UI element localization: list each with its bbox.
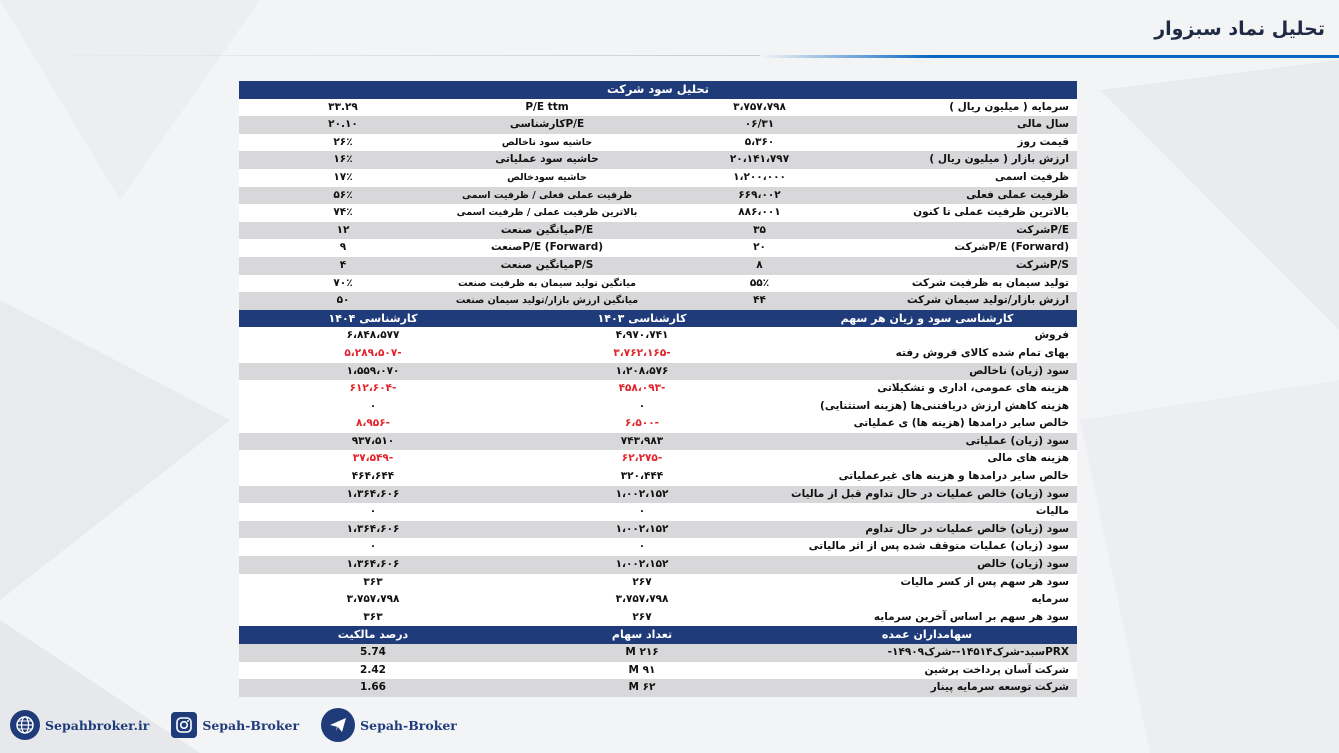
analysis-row: ارزش بازار/تولید سیمان شرکت ۴۴ میانگین ارزش بازار/تولید سیمان صنعت ۵۰ (239, 292, 1077, 310)
pnl-row: سود (زیان) خالص عملیات در حال تداوم قبل از مالیات ۱،۰۰۲،۱۵۲ ۱،۳۶۴،۶۰۶ (239, 486, 1077, 504)
pnl-row: سود (زیان) ناخالص ۱،۲۰۸،۵۷۶ ۱،۵۵۹،۰۷۰ (239, 363, 1077, 381)
instagram-link[interactable] (171, 712, 299, 738)
analysis-row: تولید سیمان به ظرفیت شرکت ۵۵٪ میانگین تولید سیمان به ظرفیت صنعت ۷۰٪ (239, 275, 1077, 293)
telegram-icon (321, 708, 355, 742)
analysis-row: قیمت روز ۵،۳۶۰ حاشیه سود ناخالص ۲۶٪ (239, 134, 1077, 152)
analysis-row: ارزش بازار ( میلیون ریال ) ۲۰،۱۴۱،۷۹۷ حاشیه سود عملیاتی ۱۶٪ (239, 151, 1077, 169)
pnl-row: مالیات ۰ ۰ (239, 503, 1077, 521)
pnl-row: سود (زیان) عملیات متوقف شده پس از اثر مالیاتی ۰ ۰ (239, 538, 1077, 556)
page-title: تحلیل نماد سبزوار (1154, 18, 1325, 40)
website-link[interactable] (10, 710, 149, 740)
analysis-row: سرمایه ( میلیون ریال ) ۳،۷۵۷،۷۹۸ P/E ttm ۳۳.۲۹ (239, 99, 1077, 117)
pnl-row: هزینه کاهش ارزش دریافتنی‌ها (هزینه استثنایی) ۰ ۰ (239, 398, 1077, 416)
analysis-row: P/Sشرکت ۸ P/Sمیانگین صنعت ۴ (239, 257, 1077, 275)
analysis-report (239, 81, 1077, 697)
analysis-row: ظرفیت اسمی ۱،۲۰۰،۰۰۰ حاشیه سودخالص ۱۷٪ (239, 169, 1077, 187)
website-text: Sepahbroker.ir (45, 717, 150, 733)
pnl-row: سود (زیان) خالص عملیات در حال تداوم ۱،۰۰۲،۱۵۲ ۱،۳۶۴،۶۰۶ (239, 521, 1077, 539)
pnl-row: هزینه های عمومی، اداری و تشکیلاتی -۴۵۸،۰۹۳ -۶۱۲،۶۰۴ (239, 380, 1077, 398)
analysis-row: سال مالی ۰۶/۳۱ P/Eکارشناسی ۲۰.۱۰ (239, 116, 1077, 134)
globe-icon (10, 710, 40, 740)
analysis-title: تحلیل سود شرکت (239, 81, 1077, 99)
analysis-row: ظرفیت عملی فعلی ۶۶۹،۰۰۲ ظرفیت عملی فعلی / ظرفیت اسمی ۵۶٪ (239, 187, 1077, 205)
pnl-row: هزینه های مالی -۶۲،۲۷۵ -۳۷،۵۴۹ (239, 450, 1077, 468)
pnl-row: خالص سایر درامدها و هزینه های غیرعملیاتی ۳۲۰،۴۴۴ ۴۶۴،۶۴۴ (239, 468, 1077, 486)
instagram-text: Sepah-Broker (202, 717, 300, 733)
telegram-text: Sepah-Broker (360, 717, 457, 733)
holder-row: PRXسبد-شرک۱۴۵۱۴--شرک۱۴۹۰۹- ۲۱۶ M 5.74 (239, 644, 1077, 662)
header-accent-line (760, 55, 1339, 58)
pnl-row: خالص سایر درامدها (هزینه ها) ی عملیاتی -۶،۵۰۰ -۸،۹۵۶ (239, 415, 1077, 433)
analysis-row: بالاترین ظرفیت عملی تا کنون ۸۸۶،۰۰۱ بالاترین ظرفیت عملی / ظرفیت اسمی ۷۴٪ (239, 204, 1077, 222)
pnl-row: سود هر سهم پس از کسر مالیات ۲۶۷ ۳۶۳ (239, 574, 1077, 592)
holder-row: شرکت توسعه سرمایه پینار ۶۲ M 1.66 (239, 679, 1077, 697)
holder-row: شرکت آسان پرداخت پرشین ۹۱ M 2.42 (239, 662, 1077, 680)
pnl-header: کارشناسی سود و زیان هر سهم کارشناسی ۱۴۰۳ کارشناسی ۱۴۰۴ (239, 310, 1077, 328)
telegram-link[interactable] (321, 708, 457, 742)
pnl-row: سرمایه ۳،۷۵۷،۷۹۸ ۳،۷۵۷،۷۹۸ (239, 591, 1077, 609)
pnl-row: سود (زیان) عملیاتی ۷۴۳،۹۸۳ ۹۳۷،۵۱۰ (239, 433, 1077, 451)
pnl-row: سود (زیان) خالص ۱،۰۰۲،۱۵۲ ۱،۳۶۴،۶۰۶ (239, 556, 1077, 574)
pnl-row: فروش ۴،۹۷۰،۷۴۱ ۶،۸۴۸،۵۷۷ (239, 327, 1077, 345)
pnl-table (239, 310, 1077, 697)
analysis-row: P/E (Forward)شرکت ۲۰ P/E (Forward)صنعت ۹ (239, 239, 1077, 257)
analysis-table (239, 81, 1077, 310)
pnl-row: بهای تمام شده کالای فروش رفته -۳،۷۶۲،۱۶۵ -۵،۲۸۹،۵۰۷ (239, 345, 1077, 363)
header-divider (0, 55, 760, 56)
instagram-icon (171, 712, 197, 738)
holders-header: سهامداران عمده تعداد سهام درصد مالکیت (239, 626, 1077, 644)
analysis-row: P/Eشرکت ۳۵ P/Eمیانگین صنعت ۱۲ (239, 222, 1077, 240)
footer (10, 707, 479, 743)
pnl-row: سود هر سهم بر اساس آخرین سرمایه ۲۶۷ ۳۶۳ (239, 609, 1077, 627)
